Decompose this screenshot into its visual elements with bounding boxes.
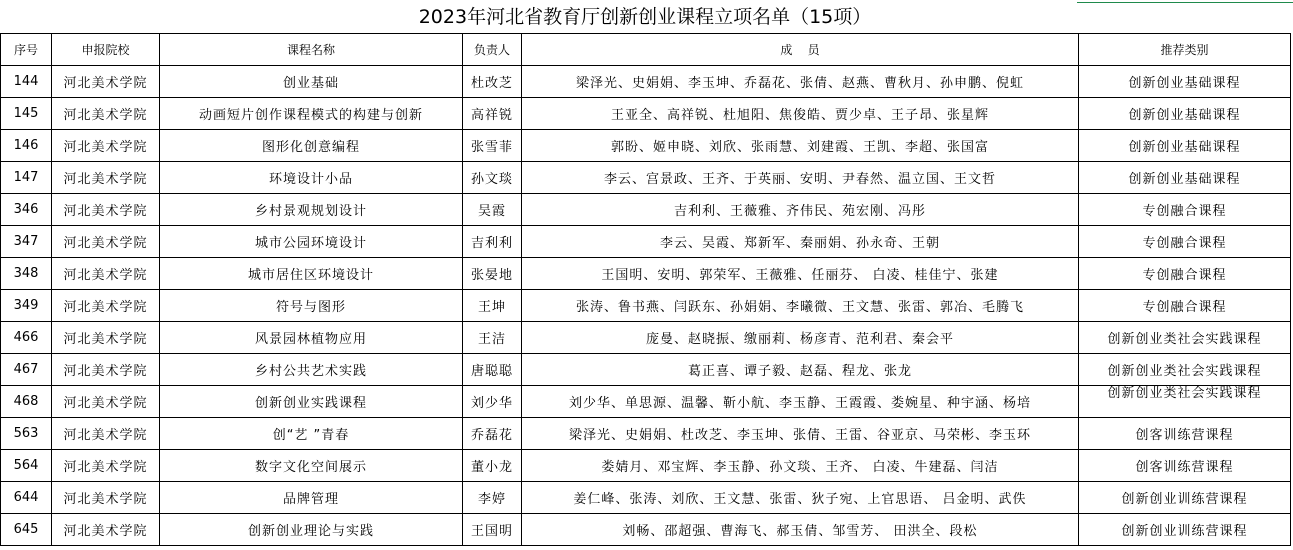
cell-leader[interactable]: 王洁 (463, 322, 522, 354)
cell-leader[interactable]: 李婷 (463, 482, 522, 514)
cell-course[interactable]: 创“艺 ”青春 (160, 418, 463, 450)
cell-members[interactable]: 姜仁峰、张涛、刘欣、王文慧、张雷、狄子宛、上官思语、 吕金明、武佚 (522, 482, 1079, 514)
cell-members[interactable]: 刘少华、单思源、温馨、靳小航、李玉静、王霞霞、娄婉星、种宇涵、杨培 (522, 386, 1079, 418)
cell-no[interactable]: 467 (1, 354, 52, 386)
header-course[interactable]: 课程名称 (160, 34, 463, 66)
cell-course[interactable]: 风景园林植物应用 (160, 322, 463, 354)
cell-school[interactable]: 河北美术学院 (52, 194, 160, 226)
cell-course[interactable]: 城市公园环境设计 (160, 226, 463, 258)
cell-members[interactable]: 刘畅、邵超强、曹海飞、郝玉倩、邹雪芳、 田洪全、段松 (522, 514, 1079, 546)
cell-category[interactable]: 专创融合课程 (1079, 194, 1291, 226)
cell-school[interactable]: 河北美术学院 (52, 66, 160, 98)
cell-no[interactable]: 144 (1, 66, 52, 98)
cell-members[interactable]: 郭盼、姬申晓、刘欣、张雨慧、刘建霞、王凯、李超、张国富 (522, 130, 1079, 162)
cell-course[interactable]: 图形化创意编程 (160, 130, 463, 162)
cell-no[interactable]: 348 (1, 258, 52, 290)
cell-course[interactable]: 创新创业理论与实践 (160, 514, 463, 546)
table-row (1, 130, 1291, 162)
cell-category[interactable]: 创客训练营课程 (1079, 418, 1291, 450)
course-table (0, 33, 1291, 546)
cell-school[interactable]: 河北美术学院 (52, 290, 160, 322)
cell-no[interactable]: 645 (1, 514, 52, 546)
cell-no[interactable]: 146 (1, 130, 52, 162)
cell-leader[interactable]: 王坤 (463, 290, 522, 322)
cell-school[interactable]: 河北美术学院 (52, 162, 160, 194)
cell-course[interactable]: 乡村景观规划设计 (160, 194, 463, 226)
cell-no[interactable]: 466 (1, 322, 52, 354)
cell-leader[interactable]: 高祥锐 (463, 98, 522, 130)
title-row (0, 0, 1293, 33)
cell-school[interactable]: 河北美术学院 (52, 386, 160, 418)
cell-members[interactable]: 梁泽光、史娟娟、杜改芝、李玉坤、张倩、王雷、谷亚京、马荣彬、李玉环 (522, 418, 1079, 450)
table-row (1, 98, 1291, 130)
table-row (1, 226, 1291, 258)
cell-school[interactable]: 河北美术学院 (52, 98, 160, 130)
cell-school[interactable]: 河北美术学院 (52, 322, 160, 354)
header-members[interactable]: 成 员 (522, 34, 1079, 66)
cell-members[interactable]: 李云、宫景政、王齐、于英丽、安明、尹春然、温立国、王文哲 (522, 162, 1079, 194)
table-row (1, 194, 1291, 226)
cell-no[interactable]: 145 (1, 98, 52, 130)
cell-no[interactable]: 346 (1, 194, 52, 226)
cell-category[interactable]: 创客训练营课程 (1079, 450, 1291, 482)
cell-members[interactable]: 梁泽光、史娟娟、李玉坤、乔磊花、张倩、赵燕、曹秋月、孙申鹏、倪虹 (522, 66, 1079, 98)
cell-no[interactable]: 644 (1, 482, 52, 514)
cell-course[interactable]: 环境设计小品 (160, 162, 463, 194)
cell-school[interactable]: 河北美术学院 (52, 258, 160, 290)
cell-leader[interactable]: 王国明 (463, 514, 522, 546)
cell-category[interactable]: 专创融合课程 (1079, 258, 1291, 290)
table-row (1, 386, 1291, 418)
cell-leader[interactable]: 吉利利 (463, 226, 522, 258)
table-row (1, 418, 1291, 450)
cell-members[interactable]: 葛正喜、谭子毅、赵磊、程龙、张龙 (522, 354, 1079, 386)
cell-no[interactable]: 347 (1, 226, 52, 258)
cell-category[interactable]: 创新创业基础课程 (1079, 98, 1291, 130)
cell-leader[interactable]: 杜改芝 (463, 66, 522, 98)
header-no[interactable]: 序号 (1, 34, 52, 66)
cell-leader[interactable]: 唐聪聪 (463, 354, 522, 386)
header-category[interactable]: 推荐类别 (1079, 34, 1291, 66)
cell-course[interactable]: 符号与图形 (160, 290, 463, 322)
cell-no[interactable]: 349 (1, 290, 52, 322)
cell-category[interactable]: 创新创业基础课程 (1079, 66, 1291, 98)
cell-category[interactable]: 创新创业基础课程 (1079, 162, 1291, 194)
cell-no[interactable]: 563 (1, 418, 52, 450)
table-row (1, 514, 1291, 546)
cell-leader[interactable]: 张雪菲 (463, 130, 522, 162)
cell-school[interactable]: 河北美术学院 (52, 130, 160, 162)
cell-school[interactable]: 河北美术学院 (52, 450, 160, 482)
cell-leader[interactable]: 孙文琰 (463, 162, 522, 194)
cell-category[interactable]: 创新创业类社会实践课程 (1079, 354, 1291, 386)
table-row (1, 258, 1291, 290)
cell-course[interactable]: 创业基础 (160, 66, 463, 98)
table-row (1, 290, 1291, 322)
cell-category[interactable]: 创新创业训练营课程 (1079, 482, 1291, 514)
cell-leader[interactable]: 董小龙 (463, 450, 522, 482)
cell-school[interactable]: 河北美术学院 (52, 514, 160, 546)
cell-members[interactable]: 王国明、安明、郭荣军、王薇雅、任丽芬、 白凌、桂佳宁、张建 (522, 258, 1079, 290)
table-row (1, 354, 1291, 386)
cell-school[interactable]: 河北美术学院 (52, 354, 160, 386)
cell-members[interactable]: 王亚全、高祥锐、杜旭阳、焦俊皓、贾少卓、王子昂、张星辉 (522, 98, 1079, 130)
table-row (1, 482, 1291, 514)
cell-course[interactable]: 动画短片创作课程模式的构建与创新 (160, 98, 463, 130)
cell-members[interactable]: 李云、吴霞、郑新军、秦丽娟、孙永奇、王朝 (522, 226, 1079, 258)
table-row (1, 66, 1291, 98)
header-row (1, 34, 1291, 66)
cell-course[interactable]: 城市居住区环境设计 (160, 258, 463, 290)
table-row (1, 322, 1291, 354)
cell-leader[interactable]: 张晏地 (463, 258, 522, 290)
cell-school[interactable]: 河北美术学院 (52, 482, 160, 514)
table-row (1, 162, 1291, 194)
cell-category[interactable]: 创新创业类社会实践课程 (1079, 322, 1291, 354)
cell-members[interactable]: 张涛、鲁书燕、闫跃东、孙娟娟、李曦微、王文慧、张雷、郭冶、毛腾飞 (522, 290, 1079, 322)
cell-members[interactable]: 娄婧月、邓宝辉、李玉静、孙文琰、王齐、 白凌、牛建磊、闫洁 (522, 450, 1079, 482)
cell-leader[interactable]: 刘少华 (463, 386, 522, 418)
cell-no[interactable]: 468 (1, 386, 52, 418)
cell-course[interactable]: 乡村公共艺术实践 (160, 354, 463, 386)
cell-course[interactable]: 创新创业实践课程 (160, 386, 463, 418)
cell-leader[interactable]: 乔磊花 (463, 418, 522, 450)
cell-category[interactable]: 专创融合课程 (1079, 226, 1291, 258)
header-school[interactable]: 申报院校 (52, 34, 160, 66)
cell-category[interactable]: 创新创业训练营课程 (1079, 514, 1291, 546)
cell-leader[interactable]: 吴霞 (463, 194, 522, 226)
cell-no[interactable]: 564 (1, 450, 52, 482)
cell-category[interactable]: 专创融合课程 (1079, 290, 1291, 322)
cell-category[interactable]: 创新创业基础课程 (1079, 130, 1291, 162)
sheet-title[interactable]: 2023年河北省教育厅创新创业课程立项名单（15项） (418, 6, 872, 28)
cell-no[interactable]: 147 (1, 162, 52, 194)
cell-course[interactable]: 数字文化空间展示 (160, 450, 463, 482)
cell-category[interactable]: 创新创业类社会实践课程 (1079, 386, 1291, 418)
cell-school[interactable]: 河北美术学院 (52, 418, 160, 450)
table-row (1, 450, 1291, 482)
header-leader[interactable]: 负责人 (463, 34, 522, 66)
cell-school[interactable]: 河北美术学院 (52, 226, 160, 258)
cell-course[interactable]: 品牌管理 (160, 482, 463, 514)
cell-members[interactable]: 吉利利、王薇雅、齐伟民、苑宏刚、冯彤 (522, 194, 1079, 226)
cell-members[interactable]: 庞曼、赵晓振、缴丽莉、杨彦青、范利君、秦会平 (522, 322, 1079, 354)
